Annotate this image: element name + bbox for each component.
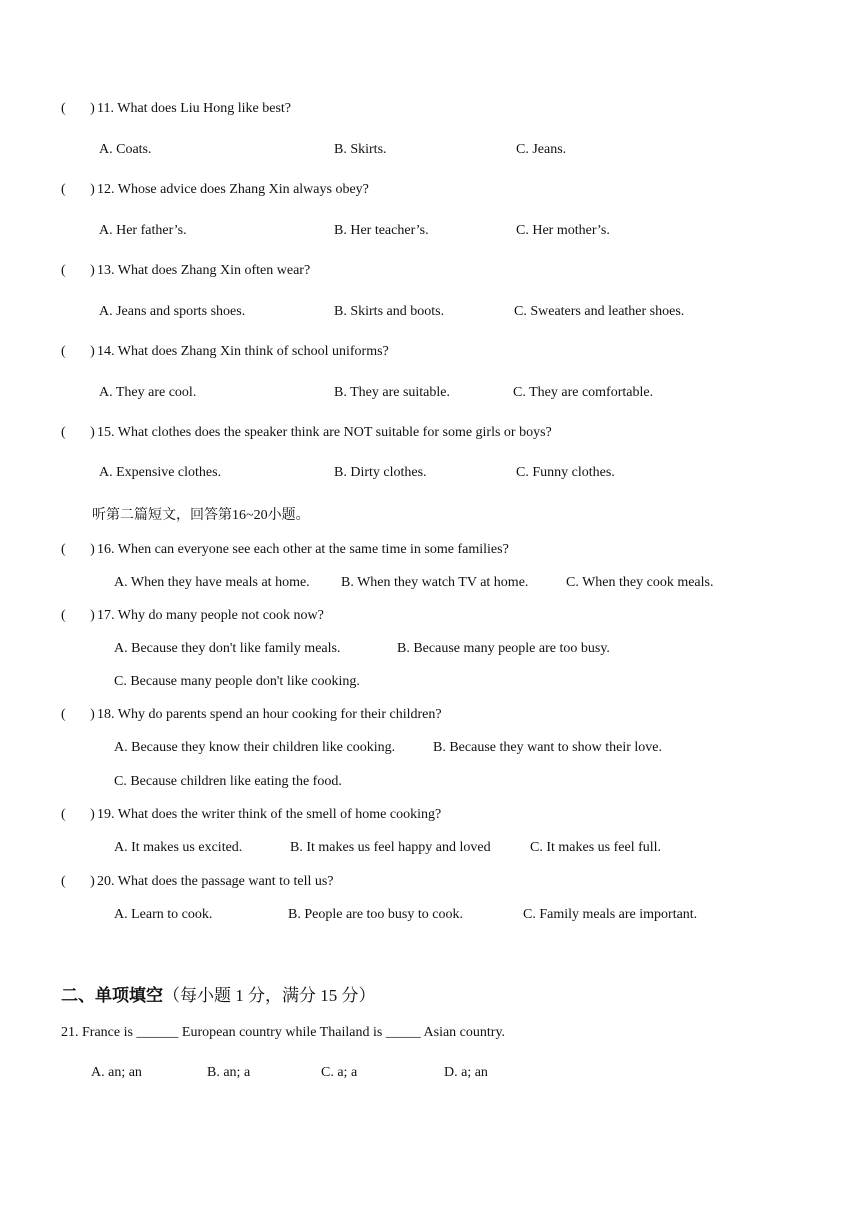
option-a: A. When they have meals at home. — [114, 575, 310, 590]
option-d: D. a; an — [444, 1065, 488, 1080]
question-text: 18. Why do parents spend an hour cooking for their children? — [97, 707, 442, 722]
option-a: A. They are cool. — [99, 385, 197, 400]
option-b: B. Dirty clothes. — [334, 465, 427, 480]
option-c: C. Because many people don't like cooking. — [114, 674, 360, 689]
option-c: C. a; a — [321, 1065, 358, 1080]
answer-blank[interactable]: ( ) — [61, 707, 95, 722]
answer-blank[interactable]: ( ) — [61, 542, 95, 557]
answer-blank[interactable]: ( ) — [61, 874, 95, 889]
section-heading-score: （每小题 1 分，满分 15 分） — [163, 986, 376, 1005]
option-b: B. When they watch TV at home. — [341, 575, 529, 590]
option-a: A. an; an — [91, 1065, 142, 1080]
option-c: C. They are comfortable. — [513, 385, 654, 400]
option-a: A. Learn to cook. — [114, 907, 213, 922]
listening-instruction: 听第二篇短文，回答第16~20小题。 — [92, 508, 310, 523]
option-c: C. Family meals are important. — [523, 907, 698, 922]
option-c: C. Her mother’s. — [516, 223, 610, 238]
answer-blank[interactable]: ( ) — [61, 608, 95, 623]
option-c: C. Jeans. — [516, 142, 567, 157]
question-text: 20. What does the passage want to tell us? — [97, 874, 334, 889]
option-a: A. Expensive clothes. — [99, 465, 222, 480]
option-b: B. Her teacher’s. — [334, 223, 429, 238]
section-heading — [61, 981, 376, 1006]
question-text: 15. What clothes does the speaker think are NOT suitable for some girls or boys? — [97, 425, 552, 440]
question-text: 17. Why do many people not cook now? — [97, 608, 324, 623]
question-text: 12. Whose advice does Zhang Xin always obey? — [97, 182, 369, 197]
option-a: A. It makes us excited. — [114, 840, 243, 855]
question-text: 11. What does Liu Hong like best? — [97, 101, 292, 116]
answer-blank[interactable]: ( ) — [61, 182, 95, 197]
option-b: B. It makes us feel happy and loved — [290, 840, 491, 855]
option-a: A. Because they know their children like cooking. — [114, 740, 396, 755]
option-b: B. Because many people are too busy. — [397, 641, 610, 656]
answer-blank[interactable]: ( ) — [61, 263, 95, 278]
option-b: B. Because they want to show their love. — [433, 740, 663, 755]
answer-blank[interactable]: ( ) — [61, 807, 95, 822]
option-b: B. People are too busy to cook. — [288, 907, 463, 922]
answer-blank[interactable]: ( ) — [61, 101, 95, 116]
option-a: A. Jeans and sports shoes. — [99, 304, 246, 319]
option-a: A. Because they don't like family meals. — [114, 641, 341, 656]
option-c: C. Because children like eating the food. — [114, 774, 342, 789]
question-text: 13. What does Zhang Xin often wear? — [97, 263, 311, 278]
option-b: B. an; a — [207, 1065, 251, 1080]
question-21: 21. France is ______ European country while Thailand is _____ Asian country. — [61, 1025, 506, 1040]
option-c: C. It makes us feel full. — [530, 840, 662, 855]
option-a: A. Her father’s. — [99, 223, 187, 238]
answer-blank[interactable]: ( ) — [61, 344, 95, 359]
option-c: C. Sweaters and leather shoes. — [514, 304, 685, 319]
option-b: B. Skirts and boots. — [334, 304, 445, 319]
option-b: B. They are suitable. — [334, 385, 450, 400]
option-b: B. Skirts. — [334, 142, 387, 157]
option-a: A. Coats. — [99, 142, 152, 157]
question-text: 14. What does Zhang Xin think of school uniforms? — [97, 344, 389, 359]
option-c: C. Funny clothes. — [516, 465, 615, 480]
section-heading-main: 二、单项填空 — [61, 986, 163, 1006]
question-text: 16. When can everyone see each other at the same time in some families? — [97, 542, 509, 557]
answer-blank[interactable]: ( ) — [61, 425, 95, 440]
question-text: 19. What does the writer think of the smell of home cooking? — [97, 807, 442, 822]
option-c: C. When they cook meals. — [566, 575, 714, 590]
